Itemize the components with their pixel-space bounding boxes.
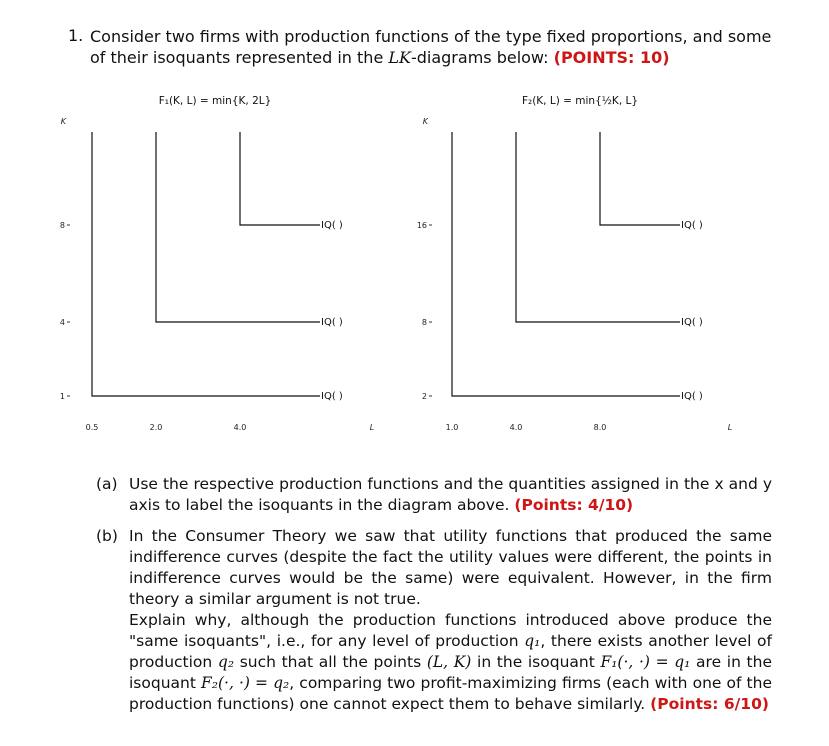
question-body-end: -diagrams below:	[410, 48, 549, 67]
math-eq2: F₂(·, ·) = q₂	[201, 674, 290, 692]
y-axis-label: K	[422, 117, 428, 126]
isoquant-label: IQ( )	[681, 220, 703, 231]
isoquant-label: IQ( )	[681, 317, 703, 328]
isoquant-1	[452, 132, 680, 396]
isoquant-2	[516, 132, 680, 322]
part-a-text: Use the respective production functions and the quantities assigned in the x and y axis to label the isoquants in the diagram above.	[129, 475, 772, 514]
part-b-text-1: Explain why, although the production functions introduced above produce the "same isoquants", i.e., for any level of production	[129, 611, 772, 650]
diagram-name: LK	[388, 48, 411, 67]
part-b-text-3: such that all the points	[239, 653, 422, 671]
math-lk: (L, K)	[426, 653, 472, 671]
y-tick-label: 16	[416, 221, 427, 230]
question-points: (POINTS: 10)	[553, 48, 670, 67]
y-tick-label: 1	[59, 392, 65, 401]
isoquant-label: IQ( )	[321, 220, 343, 231]
y-tick-label: 4	[59, 318, 65, 327]
math-q2: q₂	[217, 653, 235, 671]
x-tick-label: 8.0	[593, 423, 607, 432]
chart-title-1: F₁(K, L) = min{K, 2L}	[158, 95, 272, 107]
isoquant-2	[156, 132, 320, 322]
isoquant-label: IQ( )	[321, 391, 343, 402]
y-tick-label: 8	[421, 318, 427, 327]
part-a	[96, 474, 772, 516]
part-a-label: (a)	[96, 475, 118, 493]
y-tick-label: 2	[421, 392, 427, 401]
part-b-paragraph-2	[129, 610, 772, 715]
chart-title-2: F₂(K, L) = min{½K, L}	[521, 95, 639, 107]
part-b-text-4: in the isoquant	[477, 653, 595, 671]
y-axis-label: K	[60, 117, 66, 126]
part-a-points: (Points: 4/10)	[514, 496, 634, 514]
isoquant-label: IQ( )	[321, 317, 343, 328]
x-tick-label: 4.0	[233, 423, 247, 432]
part-b-text-5: are in the isoquant	[129, 653, 772, 692]
isoquant-3	[600, 132, 680, 225]
part-b	[96, 526, 772, 715]
x-tick-label: 0.5	[85, 423, 99, 432]
math-q1: q₁	[524, 632, 541, 650]
isoquant-1	[92, 132, 320, 396]
isoquant-label: IQ( )	[681, 391, 703, 402]
x-tick-label: 1.0	[445, 423, 459, 432]
part-b-text-2: , there exists another level of production	[129, 632, 772, 671]
math-eq1: F₁(·, ·) = q₁	[600, 653, 691, 671]
y-tick-label: 8	[59, 221, 65, 230]
x-axis-label: L	[369, 423, 375, 432]
x-axis-label: L	[727, 423, 733, 432]
part-b-text-6: , comparing two profit-maximizing firms (each with one of the production functions) one cannot expect them to behave similarly.	[129, 674, 772, 713]
part-b-points: (Points: 6/10)	[650, 695, 769, 713]
isoquant-3	[240, 132, 320, 225]
question-number: 1.	[68, 26, 84, 45]
part-b-paragraph-1: In the Consumer Theory we saw that utility functions that produced the same indifference curves (despite the fact the utility values were different, the points in indifference curves would be the same) were equivalent. However, in the firm theory a similar argument is not true.	[129, 527, 772, 608]
x-tick-label: 2.0	[149, 423, 163, 432]
question-body: Consider two firms with production functions of the type fixed proportions, and some of their isoquants represented in the	[90, 27, 772, 67]
part-b-label: (b)	[96, 527, 118, 545]
x-tick-label: 4.0	[509, 423, 523, 432]
